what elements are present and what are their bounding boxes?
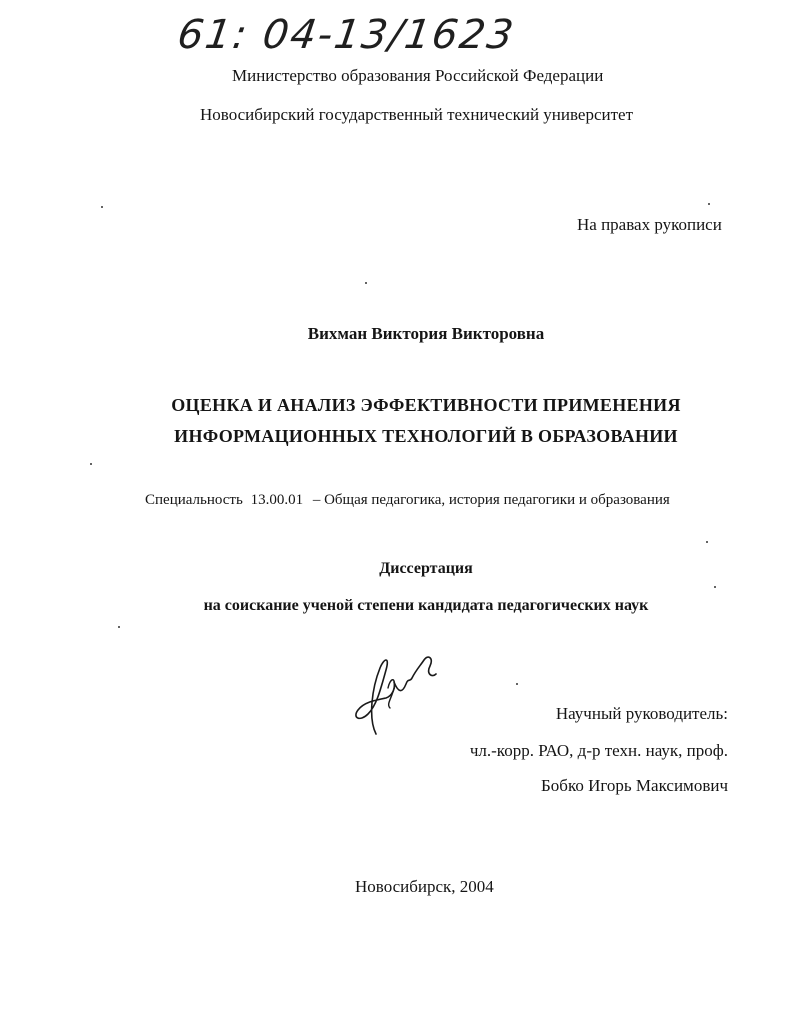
university-heading: Новосибирский государственный технический университет <box>200 105 634 124</box>
scan-speck <box>714 586 716 588</box>
thesis-title-line-1: ОЦЕНКА И АНАЛИЗ ЭФФЕКТИВНОСТИ ПРИМЕНЕНИЯ <box>171 395 681 415</box>
scan-speck <box>90 463 92 465</box>
rights-note: На правах рукописи <box>577 215 722 234</box>
author-name: Вихман Виктория Викторовна <box>307 324 545 343</box>
speciality-label: Специальность <box>145 492 243 508</box>
speciality-description: – Общая педагогика, история педагогики и образования <box>312 492 670 508</box>
speciality-code: 13.00.01 <box>250 492 304 508</box>
supervisor-name: Бобко Игорь Максимович <box>541 776 728 795</box>
scan-speck <box>706 541 708 543</box>
speciality-line <box>145 492 670 509</box>
supervisor-degree: чл.-корр. РАО, д-р техн. наук, проф. <box>469 741 728 760</box>
degree-line: на соискание ученой степени кандидата педагогических наук <box>203 597 649 614</box>
thesis-title-line-2: ИНФОРМАЦИОННЫХ ТЕХНОЛОГИЙ В ОБРАЗОВАНИИ <box>174 426 678 446</box>
scan-speck <box>101 206 103 208</box>
author-signature <box>346 648 442 744</box>
scan-speck <box>118 626 120 628</box>
dissertation-heading: Диссертация <box>379 560 473 577</box>
scan-speck <box>365 282 367 284</box>
scan-speck <box>516 683 518 685</box>
city-year: Новосибирск, 2004 <box>355 877 494 896</box>
ministry-heading: Министерство образования Российской Федерации <box>232 66 604 85</box>
archive-code: 61: 04-13/1623 <box>174 12 518 58</box>
scan-speck <box>708 203 710 205</box>
supervisor-label: Научный руководитель: <box>555 704 728 723</box>
